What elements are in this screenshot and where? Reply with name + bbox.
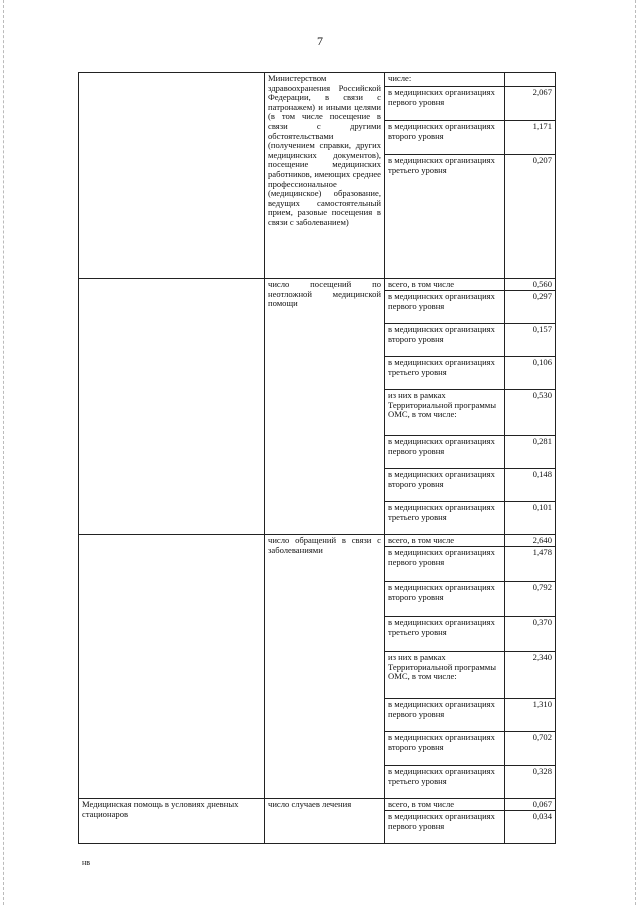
value-cell: 2,067 [505, 87, 556, 121]
subcategory-cell: в медицинских организациях третьего уровня [385, 155, 505, 279]
subcategory-cell: в медицинских организациях первого уровня [385, 87, 505, 121]
value-cell: 0,702 [505, 732, 556, 766]
subcategory-cell: всего, в том числе [385, 535, 505, 547]
category-cell: Медицинская помощь в условиях дневных стационаров [79, 799, 265, 844]
medical-care-table [78, 72, 556, 844]
subcategory-cell: в медицинских организациях второго уровня [385, 121, 505, 155]
value-cell: 0,328 [505, 766, 556, 799]
value-cell: 1,478 [505, 547, 556, 582]
subcategory-cell: числе: [385, 73, 505, 87]
table-row [79, 535, 556, 547]
value-cell: 0,530 [505, 390, 556, 436]
subcategory-cell: из них в рамках Территориальной программы ОМС, в том числе: [385, 652, 505, 699]
table-row [79, 73, 556, 87]
indicator-cell: число случаев лечения [265, 799, 385, 844]
page-number: 7 [317, 34, 323, 48]
value-cell: 2,640 [505, 535, 556, 547]
indicator-cell: число обращений в связи с заболеваниями [265, 535, 385, 799]
subcategory-cell: из них в рамках Территориальной программы ОМС, в том числе: [385, 390, 505, 436]
subcategory-cell: в медицинских организациях третьего уровня [385, 502, 505, 535]
subcategory-cell: в медицинских организациях первого уровня [385, 436, 505, 469]
value-cell: 2,340 [505, 652, 556, 699]
value-cell: 0,106 [505, 357, 556, 390]
value-cell: 0,207 [505, 155, 556, 279]
value-cell: 0,101 [505, 502, 556, 535]
value-cell: 0,281 [505, 436, 556, 469]
subcategory-cell: в медицинских организациях третьего уровня [385, 357, 505, 390]
table-row [79, 799, 556, 811]
subcategory-cell: в медицинских организациях первого уровня [385, 811, 505, 844]
value-cell: 1,171 [505, 121, 556, 155]
subcategory-cell: в медицинских организациях первого уровня [385, 291, 505, 324]
value-cell: 0,148 [505, 469, 556, 502]
indicator-cell: Министерством здравоохранения Российской Федерации, в связи с патронажем) и иными целями (в том числе посещение в связи с другими обстоятельствами (получением справки, других медицинских документов), посещение медицинских работников, имеющих среднее профессиональное (медицинское) образование, ведущих самостоятельный прием, разовые посещения в связи с заболеванием) [265, 73, 385, 279]
subcategory-cell: в медицинских организациях второго уровня [385, 469, 505, 502]
subcategory-cell: всего, в том числе [385, 279, 505, 291]
subcategory-cell: в медицинских организациях второго уровня [385, 324, 505, 357]
value-cell: 0,297 [505, 291, 556, 324]
value-cell: 0,067 [505, 799, 556, 811]
table-row [79, 279, 556, 291]
category-cell [79, 73, 265, 279]
subcategory-cell: в медицинских организациях второго уровня [385, 732, 505, 766]
subcategory-cell: в медицинских организациях третьего уровня [385, 766, 505, 799]
subcategory-cell: всего, в том числе [385, 799, 505, 811]
category-cell [79, 535, 265, 799]
category-cell [79, 279, 265, 535]
scan-edge-left [3, 0, 5, 905]
subcategory-cell: в медицинских организациях первого уровня [385, 699, 505, 732]
subcategory-cell: в медицинских организациях третьего уровня [385, 617, 505, 652]
value-cell [505, 73, 556, 87]
subcategory-cell: в медицинских организациях первого уровня [385, 547, 505, 582]
footer-initials: нв [82, 858, 91, 867]
indicator-cell: число посещений по неотложной медицинской помощи [265, 279, 385, 535]
value-cell: 0,370 [505, 617, 556, 652]
scan-edge-right [635, 0, 637, 905]
value-cell: 0,157 [505, 324, 556, 357]
value-cell: 0,792 [505, 582, 556, 617]
value-cell: 0,034 [505, 811, 556, 844]
value-cell: 0,560 [505, 279, 556, 291]
value-cell: 1,310 [505, 699, 556, 732]
subcategory-cell: в медицинских организациях второго уровня [385, 582, 505, 617]
